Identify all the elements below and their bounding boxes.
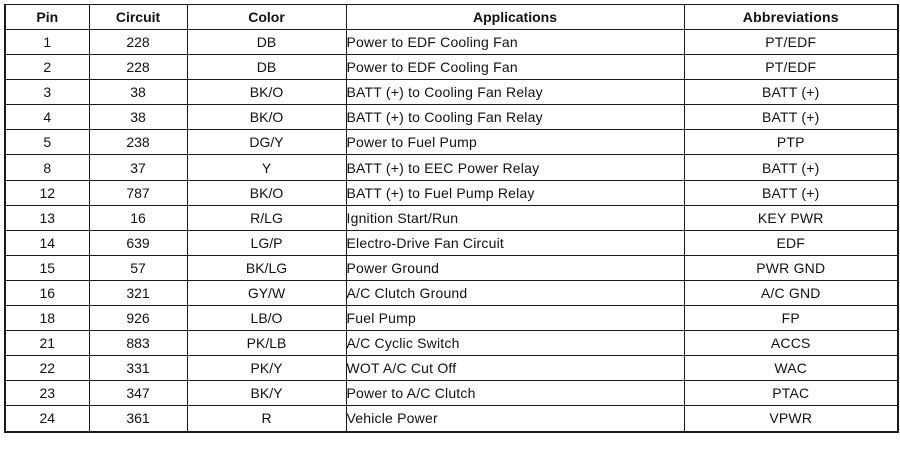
cell-application: Fuel Pump <box>346 306 684 331</box>
cell-color: DG/Y <box>187 130 346 155</box>
cell-pin: 2 <box>5 55 89 80</box>
cell-color: PK/Y <box>187 356 346 381</box>
cell-color: BK/Y <box>187 381 346 406</box>
cell-pin: 15 <box>5 255 89 280</box>
cell-color: R <box>187 406 346 432</box>
cell-pin: 3 <box>5 80 89 105</box>
cell-application: WOT A/C Cut Off <box>346 356 684 381</box>
cell-color: BK/O <box>187 80 346 105</box>
cell-pin: 21 <box>5 331 89 356</box>
cell-circuit: 787 <box>89 180 187 205</box>
table-row <box>5 356 898 381</box>
header-row <box>5 5 898 30</box>
table-row <box>5 230 898 255</box>
cell-abbreviation: FP <box>684 306 898 331</box>
cell-abbreviation: WAC <box>684 356 898 381</box>
cell-color: PK/LB <box>187 331 346 356</box>
table-row <box>5 280 898 305</box>
cell-application: BATT (+) to EEC Power Relay <box>346 155 684 180</box>
cell-pin: 13 <box>5 205 89 230</box>
table-row <box>5 205 898 230</box>
table-row <box>5 30 898 55</box>
cell-application: Power Ground <box>346 255 684 280</box>
cell-application: Power to EDF Cooling Fan <box>346 30 684 55</box>
cell-circuit: 361 <box>89 406 187 432</box>
table-body <box>5 30 898 432</box>
cell-application: BATT (+) to Fuel Pump Relay <box>346 180 684 205</box>
cell-color: BK/O <box>187 105 346 130</box>
header-color: Color <box>187 5 346 30</box>
cell-circuit: 639 <box>89 230 187 255</box>
table-row <box>5 306 898 331</box>
cell-abbreviation: PTP <box>684 130 898 155</box>
cell-circuit: 38 <box>89 80 187 105</box>
table-row <box>5 155 898 180</box>
cell-color: DB <box>187 30 346 55</box>
cell-color: GY/W <box>187 280 346 305</box>
cell-abbreviation: PTAC <box>684 381 898 406</box>
cell-pin: 8 <box>5 155 89 180</box>
cell-application: A/C Cyclic Switch <box>346 331 684 356</box>
header-abbreviations: Abbreviations <box>684 5 898 30</box>
cell-abbreviation: BATT (+) <box>684 105 898 130</box>
cell-circuit: 228 <box>89 55 187 80</box>
cell-application: A/C Clutch Ground <box>346 280 684 305</box>
cell-circuit: 228 <box>89 30 187 55</box>
cell-application: Ignition Start/Run <box>346 205 684 230</box>
cell-circuit: 883 <box>89 331 187 356</box>
header-applications: Applications <box>346 5 684 30</box>
cell-pin: 14 <box>5 230 89 255</box>
table-row <box>5 331 898 356</box>
cell-color: DB <box>187 55 346 80</box>
cell-abbreviation: BATT (+) <box>684 155 898 180</box>
cell-color: Y <box>187 155 346 180</box>
cell-abbreviation: EDF <box>684 230 898 255</box>
cell-application: BATT (+) to Cooling Fan Relay <box>346 105 684 130</box>
header-circuit: Circuit <box>89 5 187 30</box>
cell-color: LB/O <box>187 306 346 331</box>
cell-circuit: 926 <box>89 306 187 331</box>
cell-pin: 1 <box>5 30 89 55</box>
pinout-table <box>4 4 899 433</box>
cell-application: Power to EDF Cooling Fan <box>346 55 684 80</box>
cell-color: R/LG <box>187 205 346 230</box>
cell-abbreviation: PT/EDF <box>684 30 898 55</box>
table-row <box>5 80 898 105</box>
cell-application: Electro-Drive Fan Circuit <box>346 230 684 255</box>
table-row <box>5 406 898 432</box>
cell-pin: 23 <box>5 381 89 406</box>
header-pin: Pin <box>5 5 89 30</box>
cell-abbreviation: PWR GND <box>684 255 898 280</box>
cell-color: BK/O <box>187 180 346 205</box>
cell-pin: 16 <box>5 280 89 305</box>
cell-application: BATT (+) to Cooling Fan Relay <box>346 80 684 105</box>
cell-abbreviation: A/C GND <box>684 280 898 305</box>
pinout-sheet <box>4 4 897 447</box>
table-row <box>5 255 898 280</box>
cell-circuit: 38 <box>89 105 187 130</box>
cell-circuit: 347 <box>89 381 187 406</box>
table-row <box>5 130 898 155</box>
cell-circuit: 16 <box>89 205 187 230</box>
cell-circuit: 238 <box>89 130 187 155</box>
cell-circuit: 57 <box>89 255 187 280</box>
cell-circuit: 321 <box>89 280 187 305</box>
table-row <box>5 381 898 406</box>
cell-pin: 5 <box>5 130 89 155</box>
cell-pin: 12 <box>5 180 89 205</box>
cell-application: Vehicle Power <box>346 406 684 432</box>
cell-circuit: 37 <box>89 155 187 180</box>
cell-circuit: 331 <box>89 356 187 381</box>
cell-pin: 18 <box>5 306 89 331</box>
cell-color: BK/LG <box>187 255 346 280</box>
cell-pin: 22 <box>5 356 89 381</box>
cell-pin: 24 <box>5 406 89 432</box>
cell-application: Power to Fuel Pump <box>346 130 684 155</box>
cell-abbreviation: BATT (+) <box>684 180 898 205</box>
cell-abbreviation: PT/EDF <box>684 55 898 80</box>
table-row <box>5 105 898 130</box>
table-row <box>5 180 898 205</box>
cell-application: Power to A/C Clutch <box>346 381 684 406</box>
cell-abbreviation: KEY PWR <box>684 205 898 230</box>
cell-color: LG/P <box>187 230 346 255</box>
cell-pin: 4 <box>5 105 89 130</box>
cell-abbreviation: BATT (+) <box>684 80 898 105</box>
table-row <box>5 55 898 80</box>
cell-abbreviation: VPWR <box>684 406 898 432</box>
cell-abbreviation: ACCS <box>684 331 898 356</box>
